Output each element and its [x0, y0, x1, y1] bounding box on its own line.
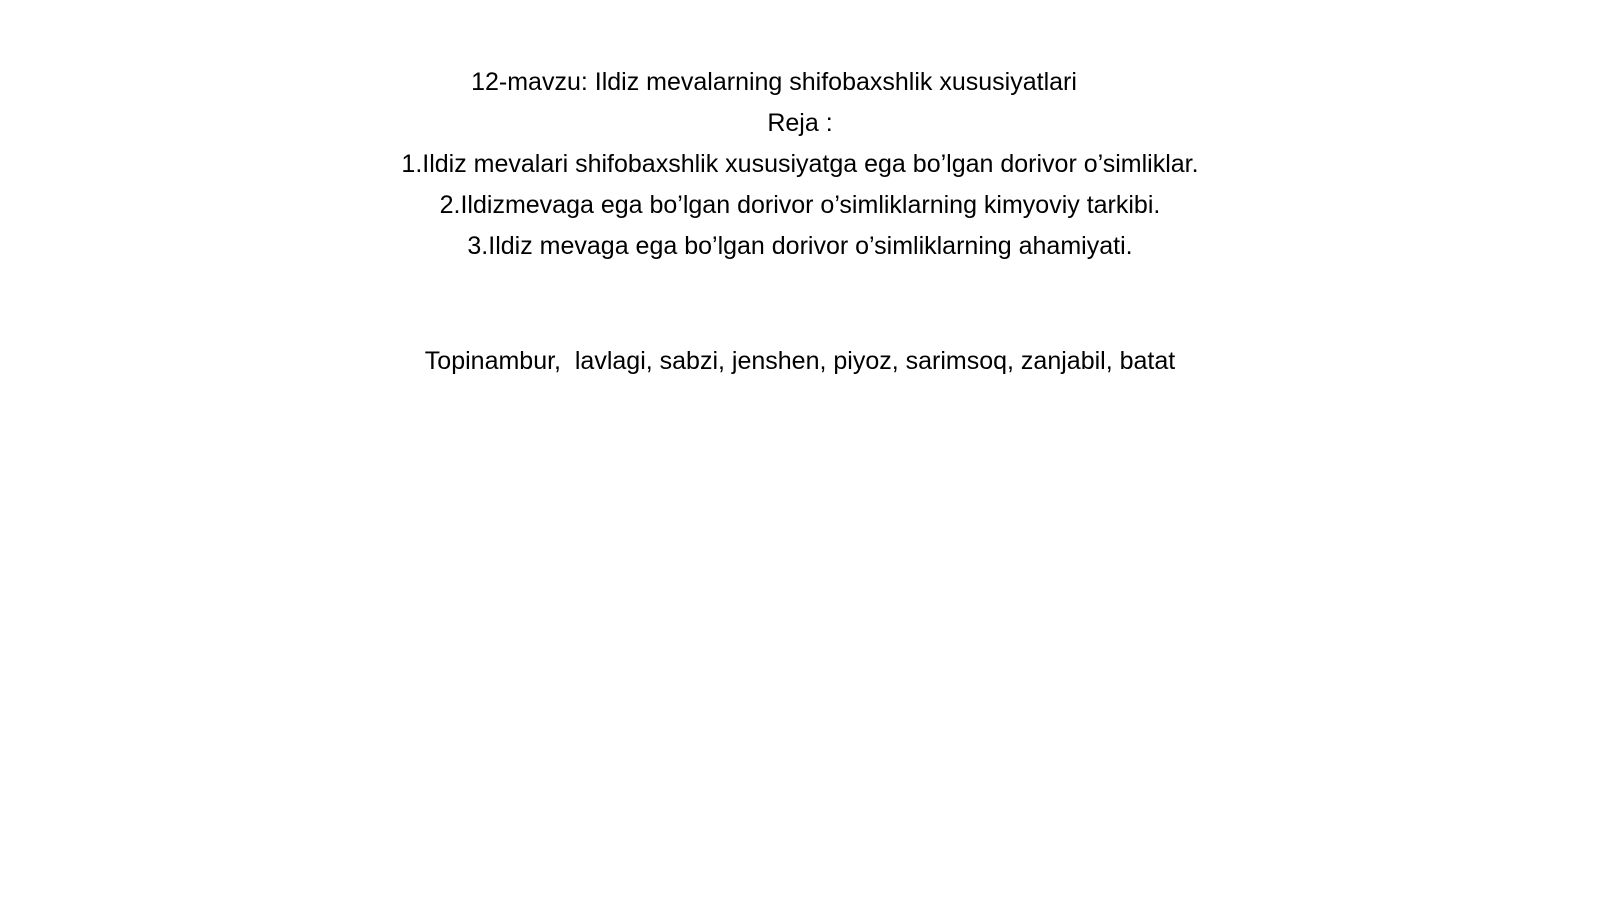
plants-list: Topinambur, lavlagi, sabzi, jenshen, piyoz, sarimsoq, zanjabil, batat — [424, 347, 1176, 375]
slide-title: 12-mavzu: Ildiz mevalarning shifobaxshlik xususiyatlari — [471, 68, 1077, 96]
plan-item-3: 3.Ildiz mevaga ega bo’lgan dorivor o’simliklarning ahamiyati. — [467, 232, 1133, 260]
plan-item-2: 2.Ildizmevaga ega bo’lgan dorivor o’simliklarning kimyoviy tarkibi. — [439, 191, 1161, 219]
plan-heading: Reja : — [767, 109, 833, 137]
plan-item-1: 1.Ildiz mevalari shifobaxshlik xususiyatga ega bo’lgan dorivor o’simliklar. — [401, 150, 1199, 178]
